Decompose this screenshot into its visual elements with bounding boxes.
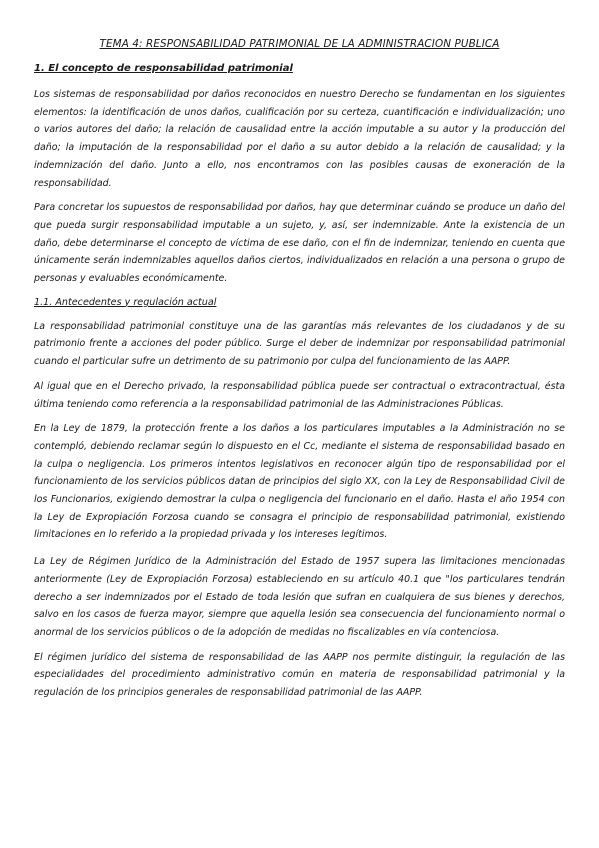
section-1-1-paragraph-3: En la Ley de 1879, la protección frente a los daños a los particulares imputables a la Administración no se contempló, debiendo reclamar según lo dispuesto en el Cc, mediante el sistema de responsabilidad basado en la culpa o negligencia. Los primeros intentos legislativos en reconocer algún tipo de responsabilidad por el funcionamiento de los servicios públicos datan de principios del siglo XX, con la Ley de Responsabilidad Civil de los Funcionarios, exigiendo demostrar la culpa o negligencia del funcionario en el daño. Hasta el año 1954 con la Ley de Expropiación Forzosa cuando se consagra el principio de responsabilidad patrimonial, existiendo limitaciones en lo referido a la propiedad privada y los intereses legítimos.: [34, 423, 565, 541]
section-1-1-paragraph-4: La Ley de Régimen Jurídico de la Administración del Estado de 1957 supera las limitaciones mencionadas anteriormente (Ley de Expropiación Forzosa) estableciendo en su artículo 40.1 que "los particulares tendrán derecho a ser indemnizados por el Estado de toda lesión que sufran en cualquiera de sus bienes y derechos, salvo en los casos de fuerza mayor, siempre que aquella lesión sea consecuencia del funcionamiento normal o anormal de los servicios públicos o de la adopción de medidas no fiscalizables en vía contenciosa.: [34, 556, 565, 638]
section-1-1-paragraph-2: Al igual que en el Derecho privado, la responsabilidad pública puede ser contractual o extracontractual, ésta última teniendo como referencia a la responsabilidad patrimonial de las Administraciones Públicas.: [34, 380, 565, 410]
section-1-paragraph-1: Los sistemas de responsabilidad por daños reconocidos en nuestro Derecho se fundamentan en los siguientes elementos: la identificación de unos daños, cualificación por su certeza, cuantificación e individualización; uno o varios autores del daño; la relación de causalidad entre la acción imputable a su autor y la producción del daño; la imputación de la responsabilidad por el daño a su autor debido a la relación de causalidad; y la indemnización del daño. Junto a ello, nos encontramos con las posibles causas de exoneración de la responsabilidad.: [34, 89, 565, 189]
section-1-1-paragraph-5: El régimen jurídico del sistema de responsabilidad de las AAPP nos permite distinguir, la regulación de las especialidades del procedimiento administrativo común en materia de responsabilidad patrimonial y la regulación de los principios generales de responsabilidad patrimonial de las AAPP.: [34, 651, 565, 699]
document-title: TEMA 4: RESPONSABILIDAD PATRIMONIAL DE LA ADMINISTRACION PUBLICA: [99, 38, 500, 50]
section-1-paragraph-2: Para concretar los supuestos de responsabilidad por daños, hay que determinar cuándo se produce un daño del que pueda surgir responsabilidad imputable a un sujeto, y, así, ser indemnizable. Ante la existencia de un daño, debe determinarse el concepto de víctima de ese daño, con el fin de indemnizar, teniendo en cuenta que únicamente serán indemnizables aquellos daños ciertos, individualizados en relación a una persona o grupo de personas y evaluables económicamente.: [34, 202, 565, 285]
section-1-heading: 1. El concepto de responsabilidad patrimonial: [34, 63, 293, 74]
section-1-1-heading: 1.1. Antecedentes y regulación actual: [34, 296, 217, 308]
section-1-1-paragraph-1: La responsabilidad patrimonial constituye una de las garantías más relevantes de los ciudadanos y de su patrimonio frente a acciones del poder público. Surge el deber de indemnizar por responsabilidad patrimonial cuando el particular sufre un detrimento de su patrimonio por culpa del funcionamiento de las AAPP.: [34, 320, 565, 368]
